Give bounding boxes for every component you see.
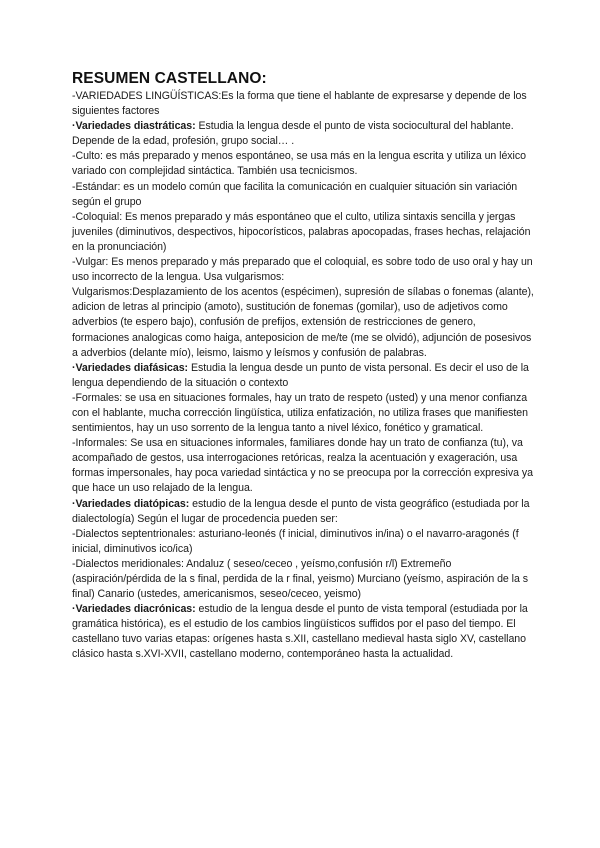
section-heading-diatopicas: ·Variedades diatópicas: — [72, 497, 190, 510]
paragraph-text: -Coloquial: Es menos preparado y más espontáneo que el culto, utiliza sintaxis sencilla y jergas juveniles (diminutivos, despectivos, hipocorísticos, palabras apocopadas, frases hechas, relajación en la pronunciación) — [72, 210, 531, 253]
paragraph-text: Vulgarismos:Desplazamiento de los acentos (espécimen), supresión de sílabas o fonemas (alante), adicion de letras al principio (amoto), sustitución de fonemas (gomilar), uso de adjetivos como adverbios (te espero bajo), confusión de prefijos, extensión de restricciones de genero, formaciones analogicas como haiga, anteposicion de me/te (me se olvidó), adjunción de posesivos a adverbios (delante mío), leismo, laismo y leísmos y confusión de palabras. — [72, 286, 534, 359]
paragraph-septentrionales — [72, 527, 534, 557]
paragraph-text: estudio de la lengua desde el punto de vista geográfico (estudiada por la dialectología) Según el lugar de procedencia pueden ser: — [72, 497, 530, 525]
paragraph-text: -Culto: es más preparado y menos espontáneo, se usa más en la lengua escrita y utiliza un léxico variado con complejidad sintáctica. También usa tecnicismos. — [72, 150, 526, 178]
document-title: RESUMEN CASTELLANO: — [72, 70, 267, 87]
paragraph-text: estudio de la lengua desde el punto de vista temporal (estudiada por la gramática histórica), es el estudio de los cambios lingüísticos suffidos por el paso del tiempo. El castellano tuvo varias etapas: orígenes hasta s.XII, castellano medieval hasta siglo XV, castellano clásico hasta s.XVI-XVII, castellano moderno, contemporáneo hasta la actualidad. — [72, 603, 528, 661]
paragraph-vulgar — [72, 255, 534, 285]
paragraph-diafasicas — [72, 361, 534, 391]
document-page — [72, 70, 534, 663]
paragraph-diastraticas — [72, 119, 534, 149]
paragraph-text: -Estándar: es un modelo común que facilita la comunicación en cualquier situación sin variación según el grupo — [72, 180, 518, 208]
paragraph-meridionales — [72, 557, 534, 602]
section-heading-diastraticas: ·Variedades diastráticas: — [72, 120, 196, 133]
paragraph-formales — [72, 391, 534, 436]
paragraph-informales — [72, 436, 534, 496]
paragraph-diatopicas — [72, 497, 534, 527]
paragraph-text: -Dialectos septentrionales: asturiano-leonés (f inicial, diminutivos in/ina) o el navarro-aragonés (f inicial, diminutivos ico/ica) — [72, 527, 519, 555]
paragraph-text: -Vulgar: Es menos preparado y más preparado que el coloquial, es sobre todo de uso oral y hay un uso incorrecto de la lengua. Usa vulgarismos: — [72, 256, 533, 284]
paragraph-text: -Informales: Se usa en situaciones informales, familiares donde hay un trato de confianza (tu), va acompañado de gestos, usa interrogaciones retóricas, realza la acentuación y exageración, usa formas impersonales, hay poca variedad sintáctica y no se preocupa por la corrección expresiva ya que hace un uso relajado de la lengua. — [72, 437, 533, 495]
paragraph-text: Estudia la lengua desde un punto de vista personal. Es decir el uso de la lengua dependiendo de la situación o contexto — [72, 361, 529, 389]
paragraph-variedades-linguisticas — [72, 89, 534, 119]
paragraph-text: -Dialectos meridionales: Andaluz ( seseo/ceceo , yeísmo,confusión r/l) Extremeño (aspiración/pérdida de la s final, perdida de la r final, yeismo) Murciano (yeísmo, aspiración de la s final) Canario (ustedes, americanismos, seseo/ceceo, yeismo) — [72, 557, 528, 601]
paragraph-text: Estudia la lengua desde el punto de vista sociocultural del hablante. Depende de la edad, profesión, grupo social… . — [72, 120, 514, 148]
paragraph-culto — [72, 149, 534, 179]
paragraph-coloquial — [72, 210, 534, 255]
paragraph-text: -Formales: se usa en situaciones formales, hay un trato de respeto (usted) y una menor confianza con el hablante, mucha corrección lingüística, utiliza enfatización, no utiliza frases que manifiesten sentimientos, hay un uso sorrento de la lengua tanto a nivel léxico, fonético y gramatical. — [72, 391, 528, 435]
paragraph-text: -VARIEDADES LINGÜÍSTICAS:Es la forma que tiene el hablante de expresarse y depende de los siguientes factores — [72, 90, 527, 118]
paragraph-estandar — [72, 180, 534, 210]
section-heading-diacronicas: ·Variedades diacrónicas: — [72, 603, 196, 616]
paragraph-vulgarismos — [72, 285, 534, 360]
section-heading-diafasicas: ·Variedades diafásicas: — [72, 361, 189, 374]
paragraph-diacronicas — [72, 602, 534, 662]
